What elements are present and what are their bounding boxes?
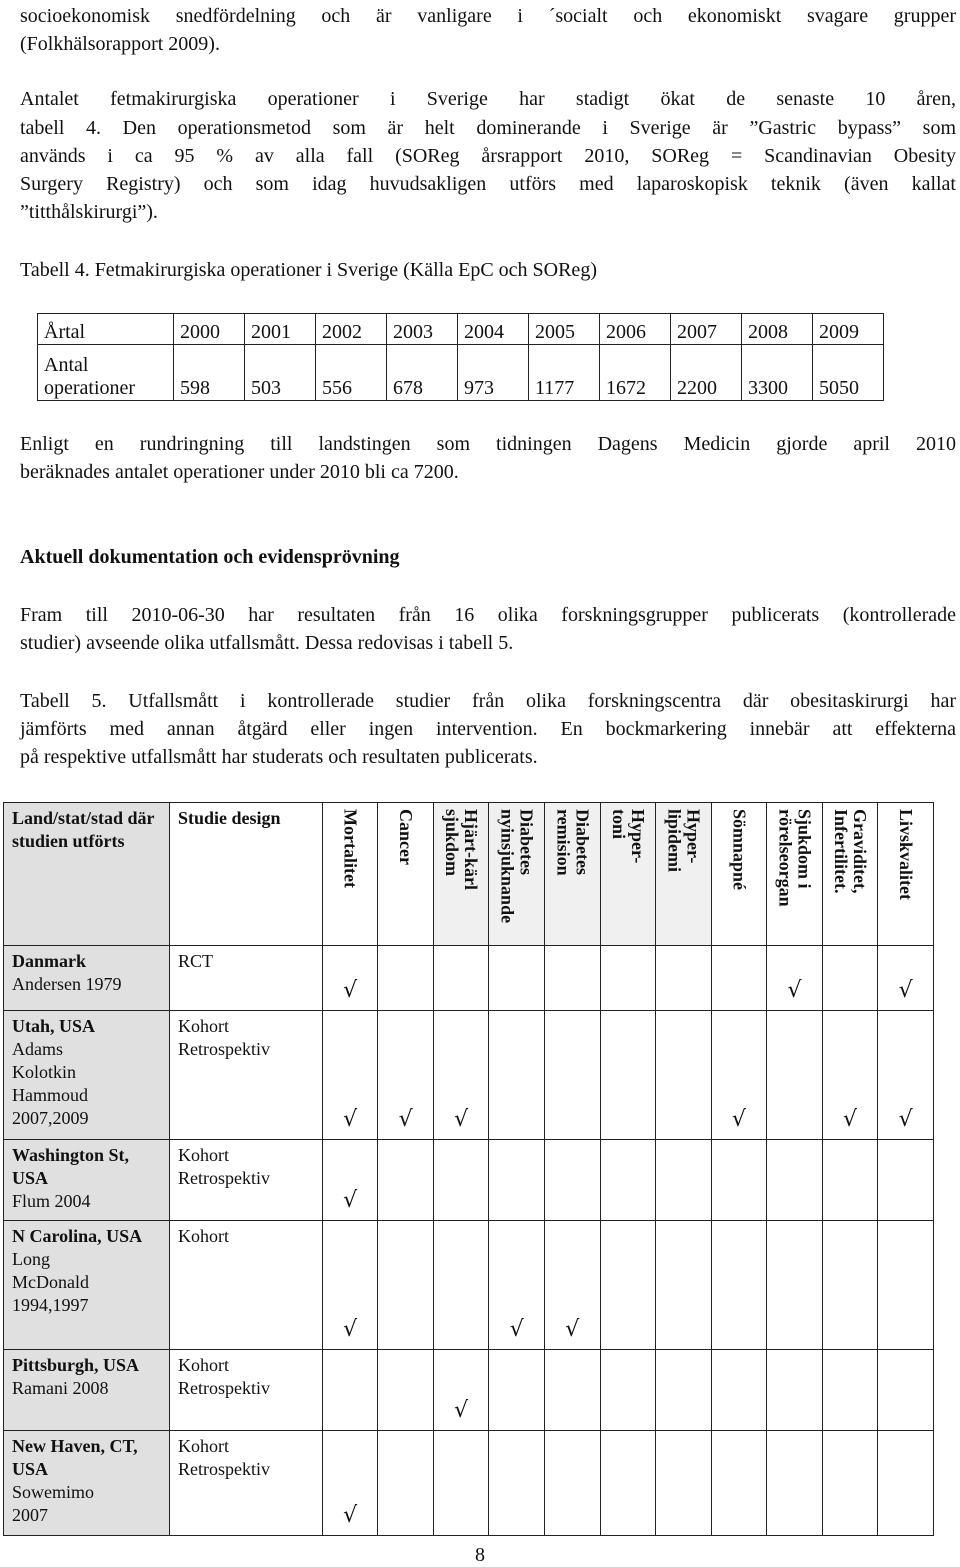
checkmark-icon: √ bbox=[343, 1503, 358, 1528]
outcome-cell bbox=[711, 1011, 767, 1140]
outcome-cell bbox=[656, 946, 712, 1011]
study-authors: Long McDonald 1994,1997 bbox=[12, 1249, 89, 1315]
table5-caption-line-3: på respektive utfallsmått har studerats och resultaten publicerats. bbox=[20, 746, 538, 768]
outcome-cell bbox=[767, 1350, 823, 1431]
year-cell: 2004 bbox=[458, 314, 529, 345]
para3-line-1: Fram till 2010-06-30 har resultaten från 16 olika forskningsgrupper publicerats (kontrollerade bbox=[20, 604, 956, 626]
outcome-cell bbox=[433, 1350, 489, 1431]
section-heading: Aktuell dokumentation och evidensprövning bbox=[20, 546, 400, 568]
study-design: Kohort Retrospektiv bbox=[169, 1431, 322, 1536]
header-location: Land/stat/stad där studien utförts bbox=[4, 803, 170, 946]
outcome-cell bbox=[600, 1221, 656, 1350]
outcome-cell bbox=[767, 1431, 823, 1536]
outcome-cell bbox=[767, 1140, 823, 1221]
count-cell: 1672 bbox=[600, 345, 671, 401]
count-cell: 556 bbox=[316, 345, 387, 401]
outcome-header bbox=[656, 803, 712, 946]
outcome-header-label: Hjärt-kärl sjukdom bbox=[442, 809, 482, 890]
table-row bbox=[4, 1221, 934, 1350]
outcome-cell bbox=[378, 1221, 434, 1350]
outcome-cell bbox=[711, 1350, 767, 1431]
table-row bbox=[4, 1140, 934, 1221]
outcome-cell bbox=[767, 1011, 823, 1140]
table-row bbox=[4, 1350, 934, 1431]
para1-line-2: tabell 4. Den operationsmetod som är helt dominerande i Sverige är ”Gastric bypass” som bbox=[20, 117, 956, 139]
outcome-cell bbox=[433, 946, 489, 1011]
checkmark-icon: √ bbox=[842, 1107, 858, 1132]
outcome-cell bbox=[433, 1431, 489, 1536]
outcome-cell bbox=[767, 1221, 823, 1350]
outcome-cell bbox=[433, 1011, 489, 1140]
year-cell: 2001 bbox=[245, 314, 316, 345]
outcome-cell bbox=[822, 1140, 878, 1221]
outcome-header bbox=[545, 803, 601, 946]
outcome-cell bbox=[545, 1011, 601, 1140]
study-location bbox=[4, 1011, 170, 1140]
study-place: New Haven, CT, USA bbox=[12, 1436, 138, 1479]
study-authors: Adams Kolotkin Hammoud 2007,2009 bbox=[12, 1039, 89, 1128]
checkmark-icon: √ bbox=[898, 978, 913, 1003]
table4-caption: Tabell 4. Fetmakirurgiska operationer i Sverige (Källa EpC och SOReg) bbox=[20, 259, 597, 281]
outcome-cell bbox=[489, 1431, 545, 1536]
outcome-cell bbox=[545, 1140, 601, 1221]
header-design: Studie design bbox=[169, 803, 322, 946]
study-design: Kohort Retrospektiv bbox=[169, 1350, 322, 1431]
outcome-cell bbox=[545, 1431, 601, 1536]
outcome-header bbox=[378, 803, 434, 946]
outcome-cell bbox=[878, 1350, 934, 1431]
count-cell: 1177 bbox=[529, 345, 600, 401]
intro-line-1: socioekonomisk snedfördelning och är vanligare i ´socialt och ekonomiskt svagare grupper bbox=[20, 5, 956, 27]
outcome-cell bbox=[433, 1140, 489, 1221]
outcome-header-label: Diabetes nyinsjuknande bbox=[497, 809, 537, 924]
count-cell: 503 bbox=[245, 345, 316, 401]
table-row bbox=[4, 1431, 934, 1536]
study-location bbox=[4, 1140, 170, 1221]
outcome-cell bbox=[489, 1221, 545, 1350]
outcome-cell bbox=[600, 1350, 656, 1431]
study-design: Kohort Retrospektiv bbox=[169, 1140, 322, 1221]
intro-line-2: (Folkhälsorapport 2009). bbox=[20, 33, 220, 55]
outcome-header-label: Diabetes remision bbox=[553, 809, 593, 876]
row-label-count-b: operationer bbox=[44, 377, 136, 399]
outcome-cell bbox=[822, 1221, 878, 1350]
outcome-cell bbox=[489, 1140, 545, 1221]
outcome-cell bbox=[656, 1431, 712, 1536]
checkmark-icon: √ bbox=[787, 978, 802, 1003]
outcome-cell bbox=[378, 1350, 434, 1431]
outcome-cell bbox=[378, 946, 434, 1011]
year-cell: 2008 bbox=[742, 314, 813, 345]
study-authors: Flum 2004 bbox=[12, 1191, 91, 1211]
outcome-cell bbox=[822, 946, 878, 1011]
outcome-cell bbox=[656, 1140, 712, 1221]
study-design: Kohort Retrospektiv bbox=[169, 1011, 322, 1140]
outcome-header-label: Graviditet, Infertilitet. bbox=[831, 809, 870, 894]
study-place: Danmark bbox=[12, 951, 87, 971]
outcome-header-label: Mortalitet bbox=[340, 809, 361, 888]
year-cell: 2000 bbox=[174, 314, 245, 345]
outcome-cell bbox=[878, 1140, 934, 1221]
outcome-cell bbox=[489, 1350, 545, 1431]
study-place: N Carolina, USA bbox=[12, 1226, 143, 1246]
outcome-header bbox=[767, 803, 823, 946]
outcome-cell bbox=[711, 1431, 767, 1536]
outcome-cell bbox=[822, 1350, 878, 1431]
study-place: Utah, USA bbox=[12, 1016, 96, 1036]
outcome-cell bbox=[711, 1221, 767, 1350]
page-number: 8 bbox=[475, 1544, 485, 1566]
outcome-header-label: Cancer bbox=[396, 809, 417, 865]
outcome-cell bbox=[711, 1140, 767, 1221]
outcome-header bbox=[822, 803, 878, 946]
outcome-header bbox=[711, 803, 767, 946]
outcome-cell bbox=[545, 1350, 601, 1431]
outcome-cell bbox=[822, 1431, 878, 1536]
study-design: Kohort bbox=[169, 1221, 322, 1350]
outcomes-table bbox=[3, 802, 934, 1536]
outcome-header bbox=[322, 803, 378, 946]
table-row bbox=[4, 946, 934, 1011]
study-authors: Andersen 1979 bbox=[12, 974, 122, 994]
para1-line-4: Surgery Registry) och som idag huvudsakligen utförs med laparoskopisk teknik (även kallat bbox=[20, 173, 956, 195]
outcome-cell bbox=[378, 1011, 434, 1140]
para2-line-2: beräknades antalet operationer under 2010 bli ca 7200. bbox=[20, 461, 459, 483]
outcome-cell bbox=[600, 1431, 656, 1536]
year-cell: 2002 bbox=[316, 314, 387, 345]
checkmark-icon: √ bbox=[898, 1107, 913, 1132]
outcome-cell bbox=[656, 1350, 712, 1431]
checkmark-icon: √ bbox=[565, 1317, 580, 1342]
outcome-cell bbox=[656, 1011, 712, 1140]
outcome-header-label: Hyper- lipidemi bbox=[664, 809, 704, 873]
outcome-cell bbox=[878, 1011, 934, 1140]
outcome-header bbox=[433, 803, 489, 946]
outcome-header bbox=[600, 803, 656, 946]
outcome-cell bbox=[489, 1011, 545, 1140]
outcome-cell bbox=[656, 1221, 712, 1350]
checkmark-icon: √ bbox=[454, 1398, 469, 1423]
operations-table bbox=[37, 313, 884, 401]
outcome-cell bbox=[878, 946, 934, 1011]
outcome-header-label: Hyper- toni bbox=[608, 809, 648, 864]
outcome-cell bbox=[767, 946, 823, 1011]
year-cell: 2003 bbox=[387, 314, 458, 345]
outcome-cell bbox=[378, 1431, 434, 1536]
count-cell: 3300 bbox=[742, 345, 813, 401]
count-cell: 678 bbox=[387, 345, 458, 401]
outcome-header-label: Livskvalitet bbox=[896, 809, 917, 901]
count-cell: 598 bbox=[174, 345, 245, 401]
year-cell: 2006 bbox=[600, 314, 671, 345]
outcome-cell bbox=[322, 1011, 378, 1140]
year-cell: 2007 bbox=[671, 314, 742, 345]
outcomes-table-header bbox=[4, 803, 934, 946]
outcome-cell bbox=[489, 946, 545, 1011]
table-row-years bbox=[38, 314, 884, 345]
checkmark-icon: √ bbox=[343, 1317, 358, 1342]
checkmark-icon: √ bbox=[343, 1188, 358, 1213]
table5-caption-line-1: Tabell 5. Utfallsmått i kontrollerade studier från olika forskningscentra där obesitaskirurgi har bbox=[20, 690, 956, 712]
outcome-cell bbox=[600, 1011, 656, 1140]
outcome-cell bbox=[711, 946, 767, 1011]
checkmark-icon: √ bbox=[509, 1317, 524, 1342]
study-location bbox=[4, 1350, 170, 1431]
year-cell: 2005 bbox=[529, 314, 600, 345]
outcome-cell bbox=[378, 1140, 434, 1221]
outcome-cell bbox=[878, 1221, 934, 1350]
outcome-cell bbox=[322, 1221, 378, 1350]
outcome-header-label: Sömnapné bbox=[729, 809, 750, 891]
para3-line-2: studier) avseende olika utfallsmått. Dessa redovisas i tabell 5. bbox=[20, 632, 514, 654]
count-cell: 2200 bbox=[671, 345, 742, 401]
checkmark-icon: √ bbox=[343, 1107, 358, 1132]
para1-line-3: används i ca 95 % av alla fall (SOReg årsrapport 2010, SOReg = Scandinavian Obesity bbox=[20, 145, 956, 167]
para2-line-1: Enligt en rundringning till landstingen som tidningen Dagens Medicin gjorde april 2010 bbox=[20, 433, 956, 455]
study-location bbox=[4, 1221, 170, 1350]
outcome-cell bbox=[322, 946, 378, 1011]
table-row bbox=[4, 1011, 934, 1140]
row-label-count bbox=[38, 345, 174, 401]
para1-line-1: Antalet fetmakirurgiska operationer i Sverige har stadigt ökat de senaste 10 åren, bbox=[20, 88, 956, 110]
row-label-count-a: Antal bbox=[44, 354, 89, 376]
outcome-cell bbox=[600, 1140, 656, 1221]
checkmark-icon: √ bbox=[343, 978, 358, 1003]
outcome-cell bbox=[433, 1221, 489, 1350]
outcome-cell bbox=[600, 946, 656, 1011]
outcome-cell bbox=[322, 1350, 378, 1431]
year-cell: 2009 bbox=[813, 314, 884, 345]
outcome-cell bbox=[878, 1431, 934, 1536]
row-label-year: Årtal bbox=[38, 314, 174, 345]
checkmark-icon: √ bbox=[454, 1107, 469, 1132]
study-location bbox=[4, 1431, 170, 1536]
table-row-counts bbox=[38, 345, 884, 401]
study-location bbox=[4, 946, 170, 1011]
checkmark-icon: √ bbox=[398, 1107, 413, 1132]
study-place: Washington St, USA bbox=[12, 1145, 130, 1188]
count-cell: 5050 bbox=[813, 345, 884, 401]
outcome-header bbox=[489, 803, 545, 946]
outcome-cell bbox=[322, 1431, 378, 1536]
outcome-cell bbox=[545, 1221, 601, 1350]
table5-caption-line-2: jämförts med annan åtgärd eller ingen intervention. En bockmarkering innebär att effekterna bbox=[20, 718, 956, 740]
outcome-header bbox=[878, 803, 934, 946]
count-cell: 973 bbox=[458, 345, 529, 401]
outcome-cell bbox=[322, 1140, 378, 1221]
para1-line-5: ”titthålskirurgi”). bbox=[20, 201, 158, 223]
outcome-cell bbox=[545, 946, 601, 1011]
outcome-cell bbox=[822, 1011, 878, 1140]
study-authors: Ramani 2008 bbox=[12, 1378, 109, 1398]
outcome-header-label: Sjukdom i rörelseorgan bbox=[775, 809, 815, 907]
study-place: Pittsburgh, USA bbox=[12, 1355, 140, 1375]
checkmark-icon: √ bbox=[731, 1107, 746, 1132]
study-design: RCT bbox=[169, 946, 322, 1011]
study-authors: Sowemimo 2007 bbox=[12, 1482, 95, 1525]
